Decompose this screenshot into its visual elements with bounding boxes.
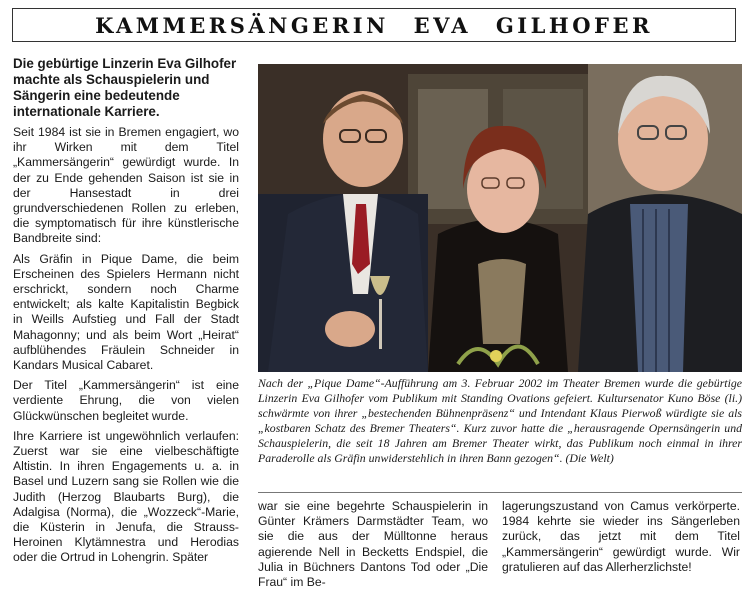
- article-title: KAMMERSÄNGERIN EVA GILHOFER: [95, 12, 653, 38]
- paragraph-2: Als Gräfin in Pique Dame, die beim Erscheinen des Spielers Hermann nicht erschrickt, sondern noch Charme entwickelt; als kalte Kapitalistin Begbick in Weills Aufstieg und Fall der Stadt Mahagonny; und als beim Wort „Heirat“ aufblühendes Fräulein Schneider in Kandars Musical Cabaret.: [13, 251, 239, 373]
- right-column-text: lagerungszustand von Camus verkörperte. 1984 kehrte sie wieder ins Sängerleben zurück, das jetzt mit dem Titel „Kammersängerin“ gewürdigt wurde. Wir gratulieren auf das Allerherzlichste!: [502, 499, 740, 574]
- article-photo: [258, 64, 742, 372]
- left-column: [13, 56, 239, 571]
- paragraph-4: Ihre Karriere ist ungewöhnlich verlaufen: Zuerst war sie eine vielbeschäftigte Altistin. In ihren Engagements u. a. in Basel und Luzern sang sie Rollen wie die Judith (Herzog Blaubarts Burg), die Adalgisa (Norma), die „Wozzeck“-Marie, die Küsterin in Jenufa, die Strauss-Heroinen Klytämnestra und Herodias oder die Ortrud in Lohengrin. Später: [13, 428, 239, 565]
- paragraph-3: Der Titel „Kammersängerin“ ist eine verdiente Ehrung, die von vielen Glückwünschen begleitet wurde.: [13, 378, 239, 423]
- lead-paragraph: Die gebürtige Linzerin Eva Gilhofer machte als Schauspielerin und Sängerin eine bedeutende internationale Karriere.: [13, 56, 237, 119]
- photo-caption: Nach der „Pique Dame“-Aufführung am 3. Februar 2002 im Theater Bremen wurde die gebürtige Linzerin Eva Gilhofer vom Publikum mit Standing Ovations gefeiert. Kultursenator Kuno Böse (li.) schwärmte von ihrer „bestechenden Bühnenpräsenz“ und Intendant Klaus Pierwoß würdigte sie als „kostbaren Schatz des Bremer Theaters“. Kurz zuvor hatte die „herausragende Opernsängerin und Schauspielerin, die seit 18 Jahren am Bremer Theater wirkt, das Publikum noch einmal in ihrer Paraderolle als Gräfin unwiderstehlich in ihren Bann gezogen“. (Die Welt): [258, 376, 742, 465]
- paragraph-1: Seit 1984 ist sie in Bremen engagiert, wo ihr Wirken mit dem Titel „Kammersängerin“ gewürdigt wurde. In der zu Ende gehenden Saison ist sie in der Hansestadt in drei grundverschiedenen Rollen zu erleben, die symptomatisch für ihre künstlerische Bandbreite sind:: [13, 125, 239, 246]
- divider-line: [258, 492, 742, 493]
- right-column: [502, 499, 740, 580]
- middle-column: [258, 499, 488, 595]
- photo-illustration: [258, 64, 742, 372]
- middle-column-text: war sie eine begehrte Schauspielerin in Günter Krämers Darmstädter Team, wo sie die aus der Mülltonne heraus agierende Nell in Becketts Endspiel, die Julia in Büchners Dantons Tod oder „Die Frau“ im Be-: [258, 499, 488, 590]
- article-title-box: [12, 8, 736, 42]
